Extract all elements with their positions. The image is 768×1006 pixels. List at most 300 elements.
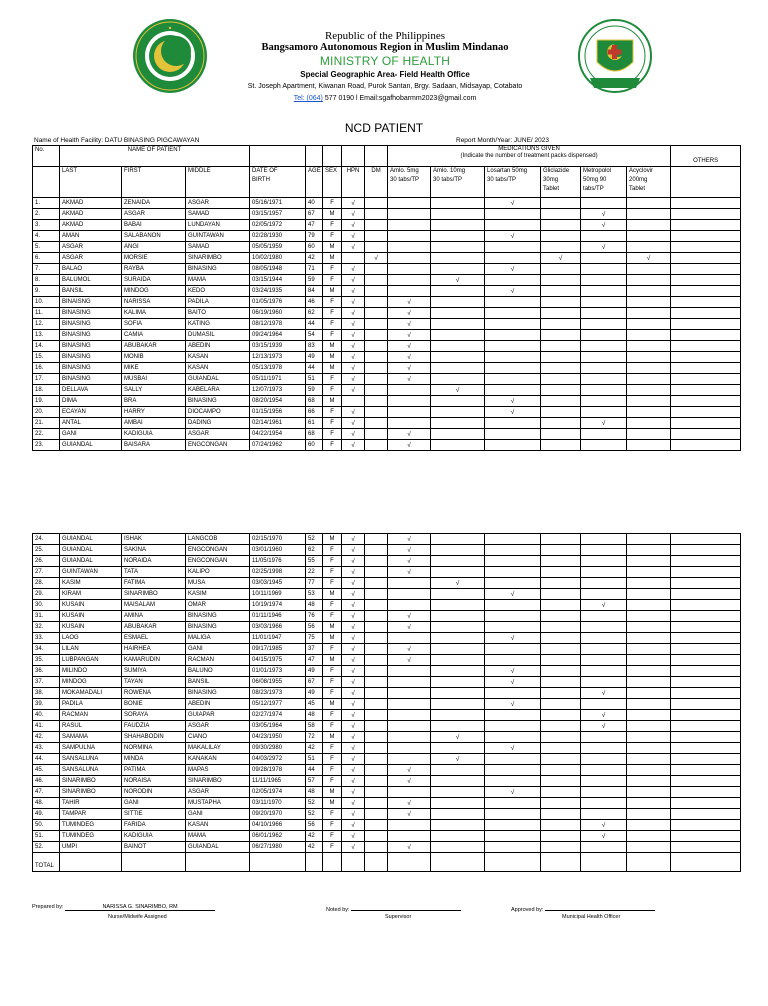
med1-check: √	[388, 319, 431, 330]
med6-check	[627, 264, 671, 275]
row-no: 43.	[33, 743, 60, 754]
others-cell	[671, 600, 741, 611]
middle-name: RACMAN	[186, 655, 250, 666]
med5-check: √	[581, 209, 627, 220]
first-name: SURAIDA	[122, 275, 186, 286]
med3-check	[485, 341, 541, 352]
med6-check	[627, 341, 671, 352]
med5-check	[581, 429, 627, 440]
first-name: SORAYA	[122, 710, 186, 721]
med3-check	[485, 545, 541, 556]
med6-check	[627, 578, 671, 589]
med2-check	[431, 440, 485, 451]
dm-check	[365, 820, 388, 831]
age: 52	[306, 798, 323, 809]
age: 60	[306, 242, 323, 253]
others-cell	[671, 341, 741, 352]
others-cell	[671, 286, 741, 297]
last-name: SANSALUNA	[60, 754, 122, 765]
age: 56	[306, 820, 323, 831]
middle-name: BALUNO	[186, 666, 250, 677]
med1-check: √	[388, 611, 431, 622]
prepared-label: Prepared by:	[32, 904, 64, 910]
age: 22	[306, 567, 323, 578]
dm-check	[365, 721, 388, 732]
last-name: TUMINDEG	[60, 831, 122, 842]
med1-check	[388, 275, 431, 286]
med5-check: √	[581, 242, 627, 253]
med4-check	[541, 776, 581, 787]
med1-check	[388, 264, 431, 275]
med6-check	[627, 765, 671, 776]
hpn-check: √	[342, 407, 365, 418]
med5-check	[581, 341, 627, 352]
date-of-birth: 02/27/1974	[250, 710, 306, 721]
hpn-check: √	[342, 809, 365, 820]
date-of-birth: 02/28/1930	[250, 231, 306, 242]
table-row	[33, 721, 741, 732]
med4-check	[541, 787, 581, 798]
row-no: 5.	[33, 242, 60, 253]
med3-check	[485, 798, 541, 809]
age: 59	[306, 275, 323, 286]
med2-check	[431, 308, 485, 319]
hpn-check: √	[342, 264, 365, 275]
sex: F	[323, 688, 342, 699]
middle-name: BINASING	[186, 396, 250, 407]
others-cell	[671, 721, 741, 732]
med5-check	[581, 407, 627, 418]
sex: M	[323, 798, 342, 809]
med2-check: √	[431, 578, 485, 589]
date-of-birth: 11/01/1947	[250, 633, 306, 644]
date-of-birth: 02/05/1974	[250, 787, 306, 798]
others-cell	[671, 209, 741, 220]
last-name: SINARIMBO	[60, 787, 122, 798]
middle-name: MAKALILAY	[186, 743, 250, 754]
med1-check: √	[388, 567, 431, 578]
date-of-birth: 09/20/1970	[250, 809, 306, 820]
age: 62	[306, 545, 323, 556]
first-name: AMBAI	[122, 418, 186, 429]
others-cell	[671, 363, 741, 374]
age: 44	[306, 363, 323, 374]
hpn-check: √	[342, 787, 365, 798]
med6-check	[627, 622, 671, 633]
med5-check	[581, 264, 627, 275]
age: 83	[306, 341, 323, 352]
hpn-check: √	[342, 385, 365, 396]
last-name: GANI	[60, 429, 122, 440]
last-name: BINAISNG	[60, 297, 122, 308]
med4-check	[541, 242, 581, 253]
date-of-birth: 06/19/1960	[250, 308, 306, 319]
age: 48	[306, 600, 323, 611]
last-name: BALUMOL	[60, 275, 122, 286]
table-row	[33, 363, 741, 374]
last-name: RASUL	[60, 721, 122, 732]
age: 55	[306, 556, 323, 567]
approved-label: Approved by:	[511, 907, 544, 913]
sex: F	[323, 776, 342, 787]
med6-check	[627, 776, 671, 787]
hpn-check: √	[342, 688, 365, 699]
med5-check	[581, 633, 627, 644]
row-no: 10.	[33, 297, 60, 308]
med5-check	[581, 787, 627, 798]
age: 67	[306, 209, 323, 220]
total-label: TOTAL	[33, 853, 60, 872]
age: 47	[306, 220, 323, 231]
col-first: FIRST	[122, 167, 186, 198]
col-hpn: HPN	[342, 167, 365, 198]
med2-check	[431, 545, 485, 556]
hpn-check	[342, 396, 365, 407]
table-row	[33, 754, 741, 765]
med4-check	[541, 534, 581, 545]
med6-check	[627, 198, 671, 209]
date-of-birth: 03/03/1945	[250, 578, 306, 589]
sex: M	[323, 209, 342, 220]
first-name: MAISALAM	[122, 600, 186, 611]
dm-check	[365, 275, 388, 286]
med3-check: √	[485, 198, 541, 209]
row-no: 28.	[33, 578, 60, 589]
hpn-check: √	[342, 242, 365, 253]
dm-check	[365, 589, 388, 600]
med2-check	[431, 319, 485, 330]
med1-check: √	[388, 330, 431, 341]
others-cell	[671, 545, 741, 556]
hpn-check: √	[342, 732, 365, 743]
med3-check	[485, 622, 541, 633]
age: 42	[306, 253, 323, 264]
med2-check	[431, 396, 485, 407]
others-cell	[671, 710, 741, 721]
med3-check	[485, 308, 541, 319]
med5-check	[581, 754, 627, 765]
last-name: BINASING	[60, 374, 122, 385]
first-name: MIKE	[122, 363, 186, 374]
approved-signature-line	[545, 904, 655, 911]
others-cell	[671, 589, 741, 600]
dm-check	[365, 600, 388, 611]
sex: F	[323, 831, 342, 842]
dm-check	[365, 842, 388, 853]
first-name: BAINOT	[122, 842, 186, 853]
med1-check	[388, 633, 431, 644]
middle-name: GUINTAWAN	[186, 231, 250, 242]
sex: F	[323, 374, 342, 385]
dm-check	[365, 297, 388, 308]
date-of-birth: 10/11/1969	[250, 589, 306, 600]
med2-check	[431, 374, 485, 385]
med4-check	[541, 396, 581, 407]
row-no: 35.	[33, 655, 60, 666]
med1-check	[388, 831, 431, 842]
med3-check: √	[485, 407, 541, 418]
last-name: MILINDO	[60, 666, 122, 677]
date-of-birth: 01/15/1956	[250, 407, 306, 418]
age: 79	[306, 231, 323, 242]
others-cell	[671, 688, 741, 699]
table-row	[33, 831, 741, 842]
med3-check	[485, 374, 541, 385]
date-of-birth: 11/11/1965	[250, 776, 306, 787]
dm-check	[365, 798, 388, 809]
middle-name: ENGCONGAN	[186, 440, 250, 451]
med1-check	[388, 754, 431, 765]
sex: M	[323, 341, 342, 352]
med6-check	[627, 385, 671, 396]
others-cell	[671, 699, 741, 710]
med6-check	[627, 611, 671, 622]
middle-name: SAMAD	[186, 242, 250, 253]
dm-check	[365, 743, 388, 754]
age: 51	[306, 754, 323, 765]
last-name: KIRAM	[60, 589, 122, 600]
col-med5: Metropolol 50mg 90 tabs/TP	[581, 167, 627, 198]
med4-check	[541, 611, 581, 622]
last-name: GUINTAWAN	[60, 567, 122, 578]
med4-check	[541, 231, 581, 242]
dm-check	[365, 220, 388, 231]
sex: F	[323, 308, 342, 319]
med5-check: √	[581, 710, 627, 721]
middle-name: KALIPO	[186, 567, 250, 578]
hpn-check: √	[342, 776, 365, 787]
med1-check	[388, 666, 431, 677]
middle-name: MAPAS	[186, 765, 250, 776]
others-cell	[671, 611, 741, 622]
sex: F	[323, 743, 342, 754]
middle-name: ASGAR	[186, 429, 250, 440]
middle-name: MUSTAPHA	[186, 798, 250, 809]
table-row	[33, 407, 741, 418]
med6-check	[627, 556, 671, 567]
med3-check	[485, 655, 541, 666]
date-of-birth: 09/28/1978	[250, 765, 306, 776]
dm-check	[365, 809, 388, 820]
middle-name: KASAN	[186, 352, 250, 363]
table-row	[33, 622, 741, 633]
sex: F	[323, 319, 342, 330]
date-of-birth: 08/20/1954	[250, 396, 306, 407]
med6-check	[627, 710, 671, 721]
med3-check	[485, 732, 541, 743]
hpn-check: √	[342, 842, 365, 853]
med2-check: √	[431, 275, 485, 286]
middle-name: ASGAR	[186, 787, 250, 798]
table-row	[33, 440, 741, 451]
sex: M	[323, 242, 342, 253]
sex: F	[323, 275, 342, 286]
middle-name: LUNDAYAN	[186, 220, 250, 231]
last-name: BANSIL	[60, 286, 122, 297]
sex: F	[323, 297, 342, 308]
table-row	[33, 319, 741, 330]
age: 59	[306, 385, 323, 396]
med6-check	[627, 842, 671, 853]
med4-check	[541, 308, 581, 319]
dm-check	[365, 429, 388, 440]
first-name: KAMARUDIN	[122, 655, 186, 666]
table-row	[33, 330, 741, 341]
med4-check	[541, 666, 581, 677]
med2-check	[431, 198, 485, 209]
last-name: BINASING	[60, 341, 122, 352]
sex: F	[323, 545, 342, 556]
med1-check	[388, 820, 431, 831]
first-name: NARISSA	[122, 297, 186, 308]
others-cell	[671, 732, 741, 743]
hpn-check: √	[342, 286, 365, 297]
med2-check	[431, 209, 485, 220]
tel-link[interactable]: Tel: (064)	[293, 95, 323, 102]
med3-check	[485, 385, 541, 396]
med3-check	[485, 253, 541, 264]
sex: F	[323, 578, 342, 589]
last-name: KUSAIN	[60, 611, 122, 622]
row-no: 31.	[33, 611, 60, 622]
med2-check	[431, 721, 485, 732]
med5-check: √	[581, 820, 627, 831]
row-no: 8.	[33, 275, 60, 286]
med5-check	[581, 385, 627, 396]
last-name: LAOG	[60, 633, 122, 644]
date-of-birth: 12/13/1973	[250, 352, 306, 363]
hpn-check: √	[342, 440, 365, 451]
sex: F	[323, 644, 342, 655]
date-of-birth: 04/10/1966	[250, 820, 306, 831]
hpn-check: √	[342, 319, 365, 330]
med4-check	[541, 699, 581, 710]
table-row	[33, 418, 741, 429]
dm-check	[365, 567, 388, 578]
prepared-title: Nurse/Midwife Assigned	[108, 914, 167, 920]
date-of-birth: 06/27/1980	[250, 842, 306, 853]
med6-check	[627, 677, 671, 688]
med1-check: √	[388, 842, 431, 853]
hpn-check: √	[342, 209, 365, 220]
med4-check	[541, 688, 581, 699]
age: 42	[306, 831, 323, 842]
noted-signature-line	[351, 904, 461, 911]
age: 42	[306, 743, 323, 754]
last-name: SAMPULNA	[60, 743, 122, 754]
middle-name: CIANO	[186, 732, 250, 743]
age: 77	[306, 578, 323, 589]
sex: F	[323, 330, 342, 341]
hpn-check: √	[342, 363, 365, 374]
middle-name: PADILA	[186, 297, 250, 308]
table-row	[33, 732, 741, 743]
med4-check	[541, 842, 581, 853]
patient-table-page-2	[32, 533, 741, 872]
med2-check	[431, 418, 485, 429]
middle-name: KASIM	[186, 589, 250, 600]
row-no: 24.	[33, 534, 60, 545]
med4-check	[541, 633, 581, 644]
hpn-check: √	[342, 622, 365, 633]
med2-check	[431, 831, 485, 842]
med3-check	[485, 330, 541, 341]
med3-check	[485, 220, 541, 231]
med5-check	[581, 198, 627, 209]
middle-name: MALIGA	[186, 633, 250, 644]
date-of-birth: 07/24/1962	[250, 440, 306, 451]
noted-label: Noted by:	[326, 907, 350, 913]
med3-check	[485, 352, 541, 363]
med3-check	[485, 567, 541, 578]
others-cell	[671, 319, 741, 330]
med1-check	[388, 578, 431, 589]
med4-check	[541, 677, 581, 688]
date-of-birth: 09/17/1985	[250, 644, 306, 655]
last-name: ANTAL	[60, 418, 122, 429]
middle-name: GUIAPAR	[186, 710, 250, 721]
last-name: DELLAVA	[60, 385, 122, 396]
sex: F	[323, 611, 342, 622]
med1-check: √	[388, 363, 431, 374]
table-row	[33, 374, 741, 385]
first-name: NORAIDA	[122, 556, 186, 567]
date-of-birth: 04/22/1954	[250, 429, 306, 440]
date-of-birth: 02/15/1970	[250, 534, 306, 545]
med6-check	[627, 242, 671, 253]
hpn-check	[342, 253, 365, 264]
row-no: 17.	[33, 374, 60, 385]
med6-check	[627, 589, 671, 600]
date-of-birth: 03/15/1957	[250, 209, 306, 220]
med6-check	[627, 809, 671, 820]
sex: F	[323, 600, 342, 611]
med5-check: √	[581, 721, 627, 732]
first-name: SALABANON	[122, 231, 186, 242]
med6-check	[627, 440, 671, 451]
document-title: NCD PATIENT	[344, 121, 424, 135]
hpn-check: √	[342, 220, 365, 231]
hpn-check: √	[342, 308, 365, 319]
row-no: 36.	[33, 666, 60, 677]
med5-check	[581, 297, 627, 308]
med2-check	[431, 352, 485, 363]
age: 57	[306, 776, 323, 787]
date-of-birth: 08/12/1978	[250, 319, 306, 330]
med4-check	[541, 831, 581, 842]
others-cell	[671, 567, 741, 578]
row-no: 32.	[33, 622, 60, 633]
med2-check	[431, 677, 485, 688]
table-row	[33, 666, 741, 677]
row-no: 45.	[33, 765, 60, 776]
table-row	[33, 611, 741, 622]
hpn-check: √	[342, 798, 365, 809]
table-row	[33, 787, 741, 798]
barmm-seal-logo	[132, 18, 208, 94]
med2-check	[431, 341, 485, 352]
med2-check	[431, 407, 485, 418]
last-name: AKMAD	[60, 209, 122, 220]
middle-name: ASGAR	[186, 721, 250, 732]
middle-name: KASAN	[186, 820, 250, 831]
first-name: KALIMA	[122, 308, 186, 319]
last-name: KASIM	[60, 578, 122, 589]
dm-check	[365, 374, 388, 385]
med4-check	[541, 297, 581, 308]
med6-check	[627, 644, 671, 655]
sex: F	[323, 231, 342, 242]
